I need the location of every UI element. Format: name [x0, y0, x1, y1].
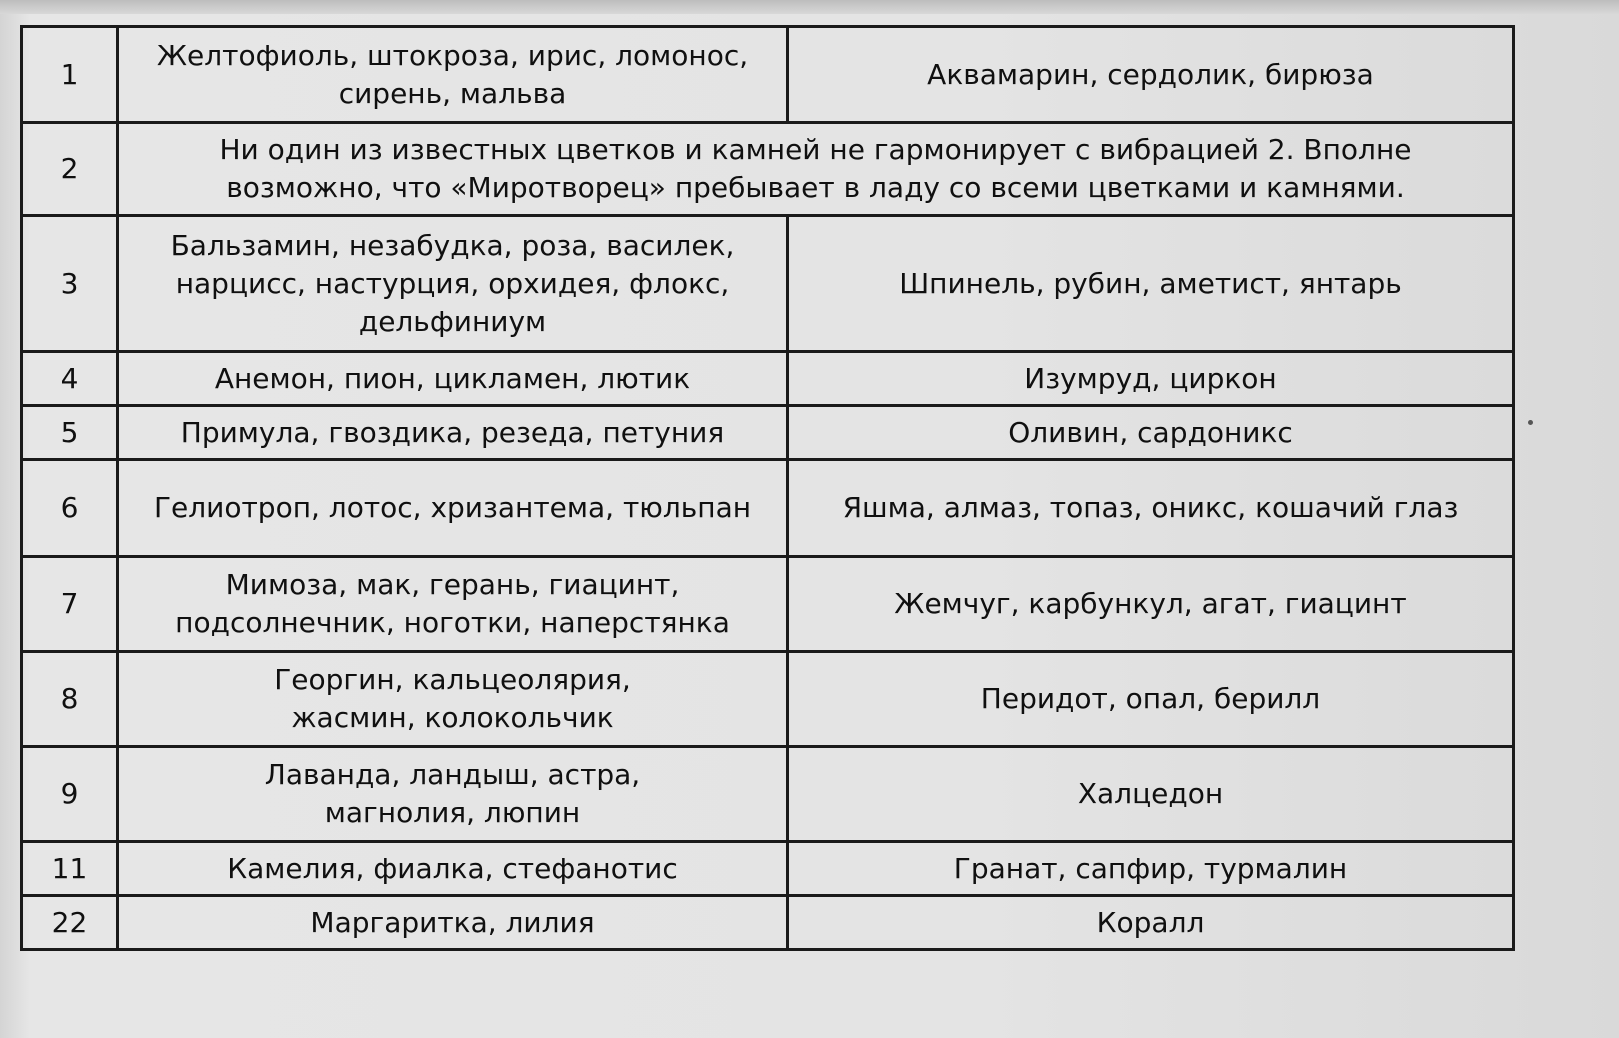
- stones-cell: Коралл: [788, 896, 1514, 950]
- row-number: 6: [22, 460, 118, 557]
- row-number: 2: [22, 123, 118, 216]
- row-number: 3: [22, 216, 118, 352]
- table-row: [22, 216, 1514, 352]
- stones-cell: Яшма, алмаз, топаз, оникс, кошачий глаз: [788, 460, 1514, 557]
- table-row: [22, 896, 1514, 950]
- dust-speck: [1528, 420, 1533, 425]
- flowers-cell: Георгин, кальцеолярия, жасмин, колокольчик: [118, 652, 788, 747]
- vibration-table: [20, 25, 1515, 951]
- stones-cell: Жемчуг, карбункул, агат, гиацинт: [788, 557, 1514, 652]
- flowers-cell: Гелиотроп, лотос, хризантема, тюльпан: [118, 460, 788, 557]
- stones-cell: Шпинель, рубин, аметист, янтарь: [788, 216, 1514, 352]
- table-row: [22, 460, 1514, 557]
- row-number: 1: [22, 27, 118, 123]
- stones-cell: Перидот, опал, берилл: [788, 652, 1514, 747]
- flowers-cell: Маргаритка, лилия: [118, 896, 788, 950]
- table-row: [22, 557, 1514, 652]
- table-row: [22, 747, 1514, 842]
- row-number: 8: [22, 652, 118, 747]
- flowers-cell: Бальзамин, незабудка, роза, василек, нарцисс, настурция, орхидея, флокс, дельфиниум: [118, 216, 788, 352]
- stones-cell: Оливин, сардоникс: [788, 406, 1514, 460]
- stones-cell: Аквамарин, сердолик, бирюза: [788, 27, 1514, 123]
- table-row: [22, 406, 1514, 460]
- flowers-cell: Анемон, пион, цикламен, лютик: [118, 352, 788, 406]
- row-number: 22: [22, 896, 118, 950]
- stones-cell: Гранат, сапфир, турмалин: [788, 842, 1514, 896]
- table-row: [22, 842, 1514, 896]
- table-row: [22, 652, 1514, 747]
- flowers-cell: Мимоза, мак, герань, гиацинт, подсолнечник, ноготки, наперстянка: [118, 557, 788, 652]
- flowers-cell: Лаванда, ландыш, астра, магнолия, люпин: [118, 747, 788, 842]
- stones-cell: Изумруд, циркон: [788, 352, 1514, 406]
- table-row: [22, 27, 1514, 123]
- row-number: 9: [22, 747, 118, 842]
- flowers-cell: Примула, гвоздика, резеда, петуния: [118, 406, 788, 460]
- row-number: 4: [22, 352, 118, 406]
- page-edge: [0, 0, 1619, 14]
- table-row: [22, 352, 1514, 406]
- flowers-cell: Камелия, фиалка, стефанотис: [118, 842, 788, 896]
- row-number: 5: [22, 406, 118, 460]
- flowers-cell: Желтофиоль, штокроза, ирис, ломонос, сирень, мальва: [118, 27, 788, 123]
- merged-note-cell: Ни один из известных цветков и камней не гармонирует с вибрацией 2. Вполне возможно, что «Миротворец» пребывает в ладу со всеми цветками и камнями.: [118, 123, 1514, 216]
- row-number: 7: [22, 557, 118, 652]
- table-row: [22, 123, 1514, 216]
- row-number: 11: [22, 842, 118, 896]
- stones-cell: Халцедон: [788, 747, 1514, 842]
